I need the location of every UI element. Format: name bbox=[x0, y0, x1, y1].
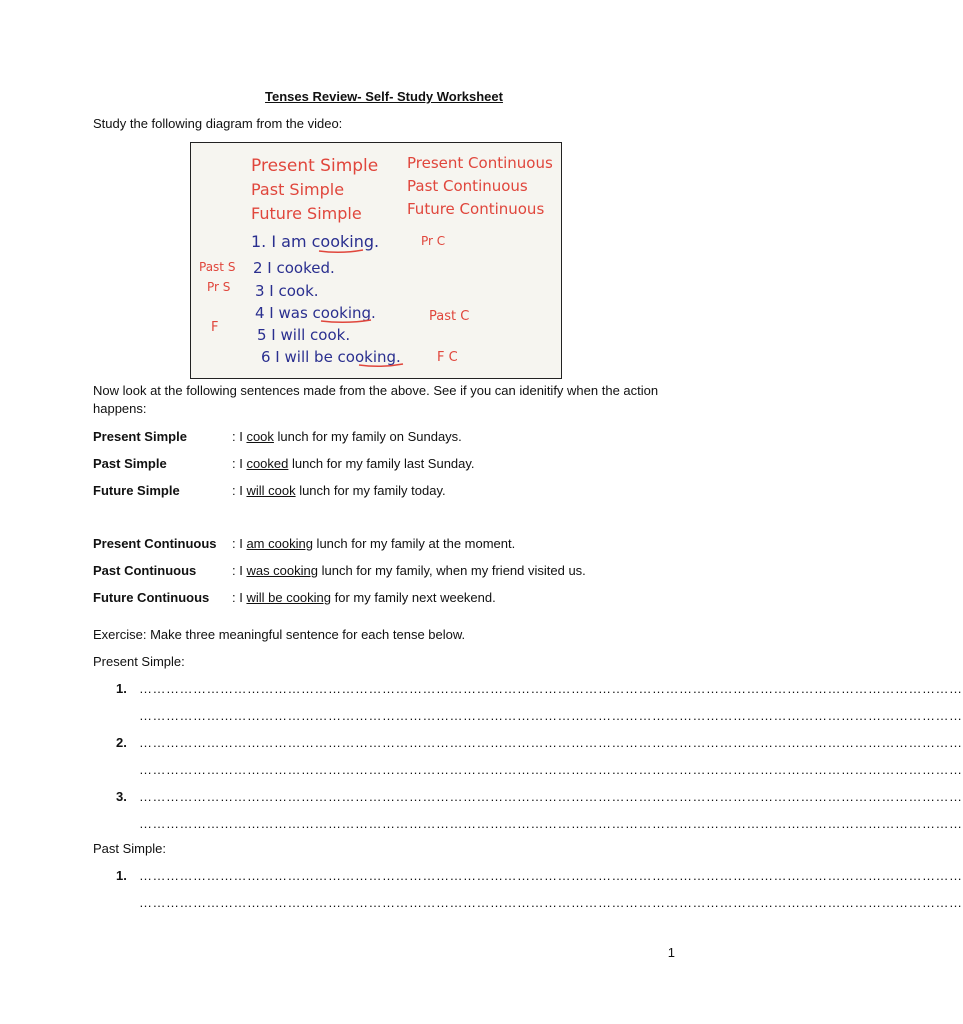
wb-right-3: Future Continuous bbox=[407, 200, 545, 218]
wb-note-pr-c: Pr C bbox=[421, 234, 446, 248]
exercise-instruction: Exercise: Make three meaningful sentence for each tense below. bbox=[93, 627, 466, 642]
item-number: 1. bbox=[116, 681, 127, 696]
answer-line[interactable] bbox=[116, 894, 963, 912]
dotted-line: ………………………………………………………………………………………………………………………………………………………………… bbox=[139, 762, 963, 777]
example-sentence: : I will be cooking for my family next weekend. bbox=[232, 590, 496, 605]
item-number: 2. bbox=[116, 735, 127, 750]
example-sentence: : I cook lunch for my family on Sundays. bbox=[232, 429, 462, 444]
answer-line[interactable] bbox=[116, 815, 963, 833]
tense-label: Future Simple bbox=[93, 483, 180, 498]
answer-line[interactable] bbox=[116, 734, 963, 752]
wb-sentence-3: 3 I cook. bbox=[255, 282, 319, 300]
answer-line[interactable] bbox=[116, 707, 963, 725]
dotted-line: ………………………………………………………………………………………………………………………………………………………………… bbox=[139, 708, 963, 723]
answer-line[interactable] bbox=[116, 761, 963, 779]
page-number: 1 bbox=[667, 945, 675, 960]
intro-text: Study the following diagram from the video: bbox=[93, 116, 343, 131]
tense-label: Past Continuous bbox=[93, 563, 197, 578]
wb-sentence-2: 2 I cooked. bbox=[253, 259, 335, 277]
item-number: 1. bbox=[116, 868, 127, 883]
wb-left-1: Present Simple bbox=[251, 156, 379, 176]
wb-sentence-4: 4 I was cooking. bbox=[255, 304, 376, 322]
example-sentence: : I was cooking lunch for my family, when my friend visited us. bbox=[232, 563, 586, 578]
dotted-line: ………………………………………………………………………………………………………………………………………………………………… bbox=[139, 895, 963, 910]
tense-label: Present Continuous bbox=[93, 536, 217, 551]
wb-sentence-5: 5 I will cook. bbox=[257, 326, 351, 344]
instruction-text: Now look at the following sentences made from the above. See if you can idenitify when the action happens: bbox=[93, 383, 659, 416]
example-sentence: : I cooked lunch for my family last Sunday. bbox=[232, 456, 475, 471]
wb-right-1: Present Continuous bbox=[407, 154, 553, 172]
answer-line[interactable] bbox=[116, 680, 963, 698]
wb-note-pr-s: Pr S bbox=[207, 280, 231, 294]
section-heading-present-simple: Present Simple: bbox=[93, 654, 185, 669]
dotted-line: ………………………………………………………………………………………………………………………………………………………………… bbox=[139, 816, 963, 831]
dotted-line: ………………………………………………………………………………………………………………………………………………………………… bbox=[139, 735, 963, 750]
example-sentence: : I am cooking lunch for my family at the moment. bbox=[232, 536, 516, 551]
answer-line[interactable] bbox=[116, 788, 963, 806]
example-sentence: : I will cook lunch for my family today. bbox=[232, 483, 446, 498]
page-title: Tenses Review- Self- Study Worksheet bbox=[265, 89, 503, 104]
wb-left-3: Future Simple bbox=[251, 204, 362, 223]
wb-note-past-c: Past C bbox=[429, 309, 470, 324]
wb-note-f: F bbox=[211, 320, 219, 335]
wb-sentence-6: 6 I will be cooking. bbox=[261, 348, 401, 366]
item-number: 3. bbox=[116, 789, 127, 804]
dotted-line: ………………………………………………………………………………………………………………………………………………………………… bbox=[139, 681, 963, 696]
dotted-line: ………………………………………………………………………………………………………………………………………………………………… bbox=[139, 789, 963, 804]
dotted-line: ………………………………………………………………………………………………………………………………………………………………… bbox=[139, 868, 963, 883]
wb-left-2: Past Simple bbox=[251, 180, 345, 199]
whiteboard-image bbox=[190, 142, 562, 379]
section-heading-past-simple: Past Simple: bbox=[93, 841, 166, 856]
wb-right-2: Past Continuous bbox=[407, 177, 528, 195]
tense-label: Past Simple bbox=[93, 456, 167, 471]
tense-label: Future Continuous bbox=[93, 590, 210, 605]
wb-sentence-1: 1. I am cooking. bbox=[251, 232, 380, 251]
answer-line[interactable] bbox=[116, 867, 963, 885]
wb-note-f-c: F C bbox=[437, 350, 458, 365]
wb-note-past-s: Past S bbox=[199, 260, 236, 274]
tense-label: Present Simple bbox=[93, 429, 187, 444]
